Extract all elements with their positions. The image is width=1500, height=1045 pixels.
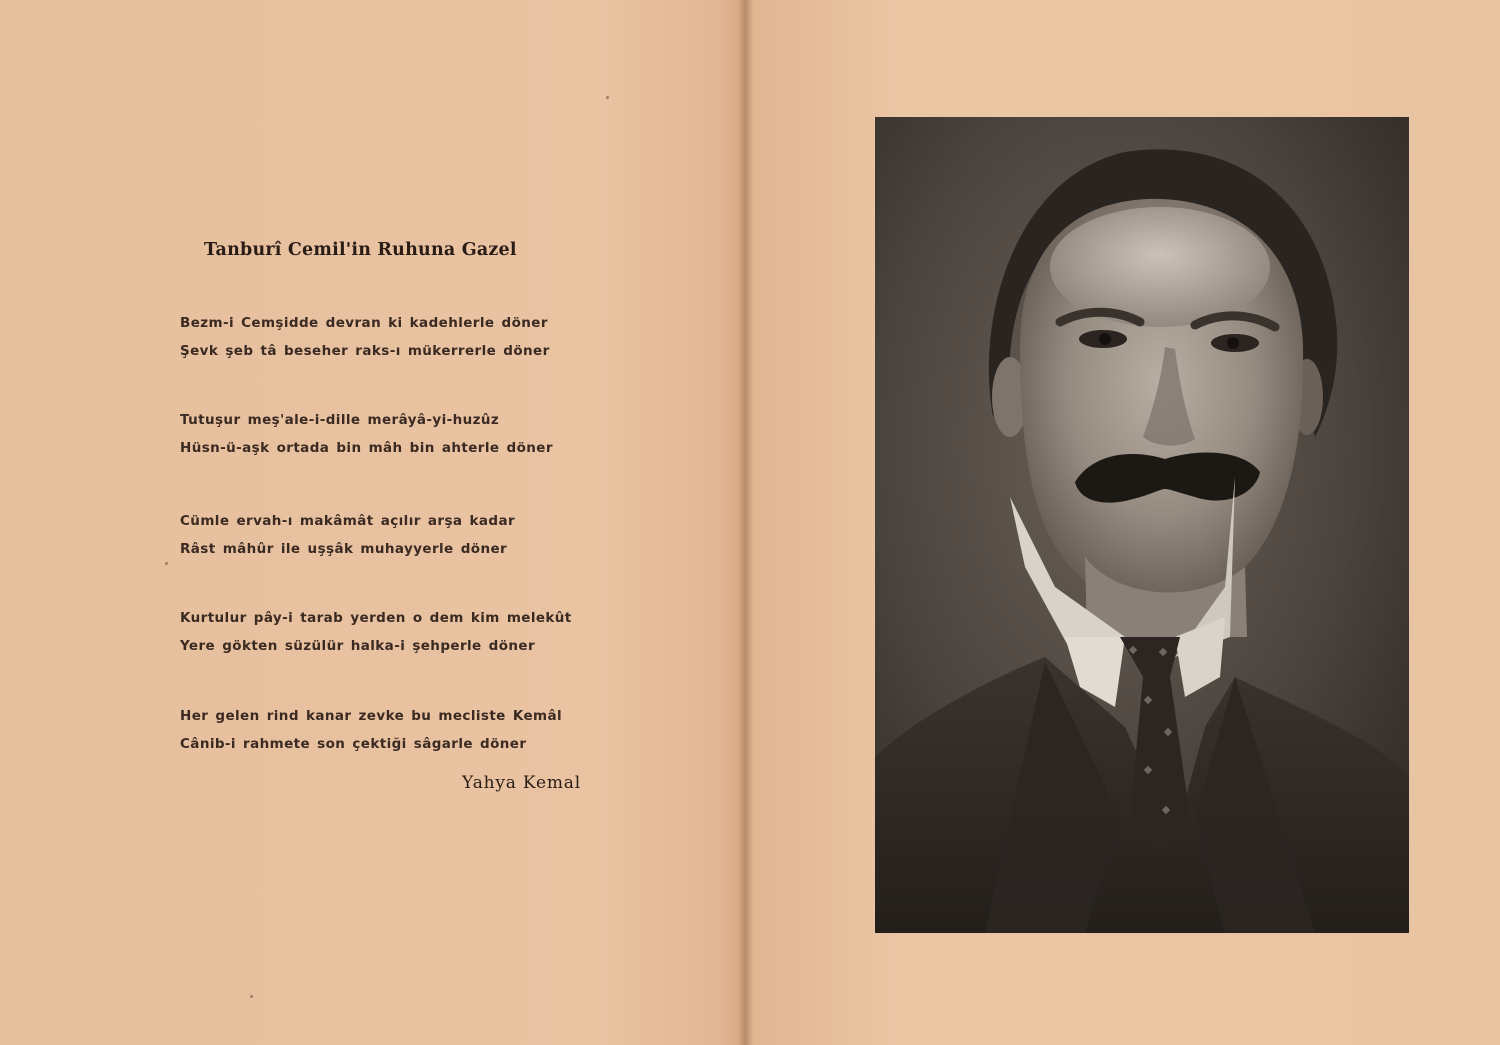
stanza [180,604,600,660]
paper-speck [606,96,609,99]
verse-line: Cümle ervah-ı makâmât açılır arşa kadar [180,513,516,529]
verse-line: Bezm-i Cemşidde devran ki kadehlerle döner [180,315,548,331]
paper-speck [250,995,253,998]
stanza [180,507,600,563]
verse-line: Kurtulur pây-i tarab yerden o dem kim melekût [180,610,572,626]
stanza [180,406,600,462]
paper-speck [165,562,168,565]
verse-line: Cânib-i rahmete son çektiği sâgarle döner [180,736,527,752]
portrait-image [875,117,1409,933]
stanza [180,309,600,365]
verse-line: Yere gökten süzülür halka-i şehperle döner [180,638,536,654]
verse-line: Hüsn-ü-aşk ortada bin mâh bin ahterle döner [180,440,553,456]
portrait-photo [875,117,1409,933]
verse-line: Her gelen rind kanar zevke bu mecliste Kemâl [180,708,563,724]
verse-line: Râst mâhûr ile uşşâk muhayyerle döner [180,541,508,557]
verse-line: Şevk şeb tâ beseher raks-ı mükerrerle döner [180,343,550,359]
author-signature: Yahya Kemal [462,773,581,793]
poem-title: Tanburî Cemil'in Ruhuna Gazel [204,240,517,260]
verse-line: Tutuşur meş'ale-i-dille merâyâ-yi-huzûz [180,412,500,428]
left-page [0,0,745,1045]
stanza [180,702,600,758]
